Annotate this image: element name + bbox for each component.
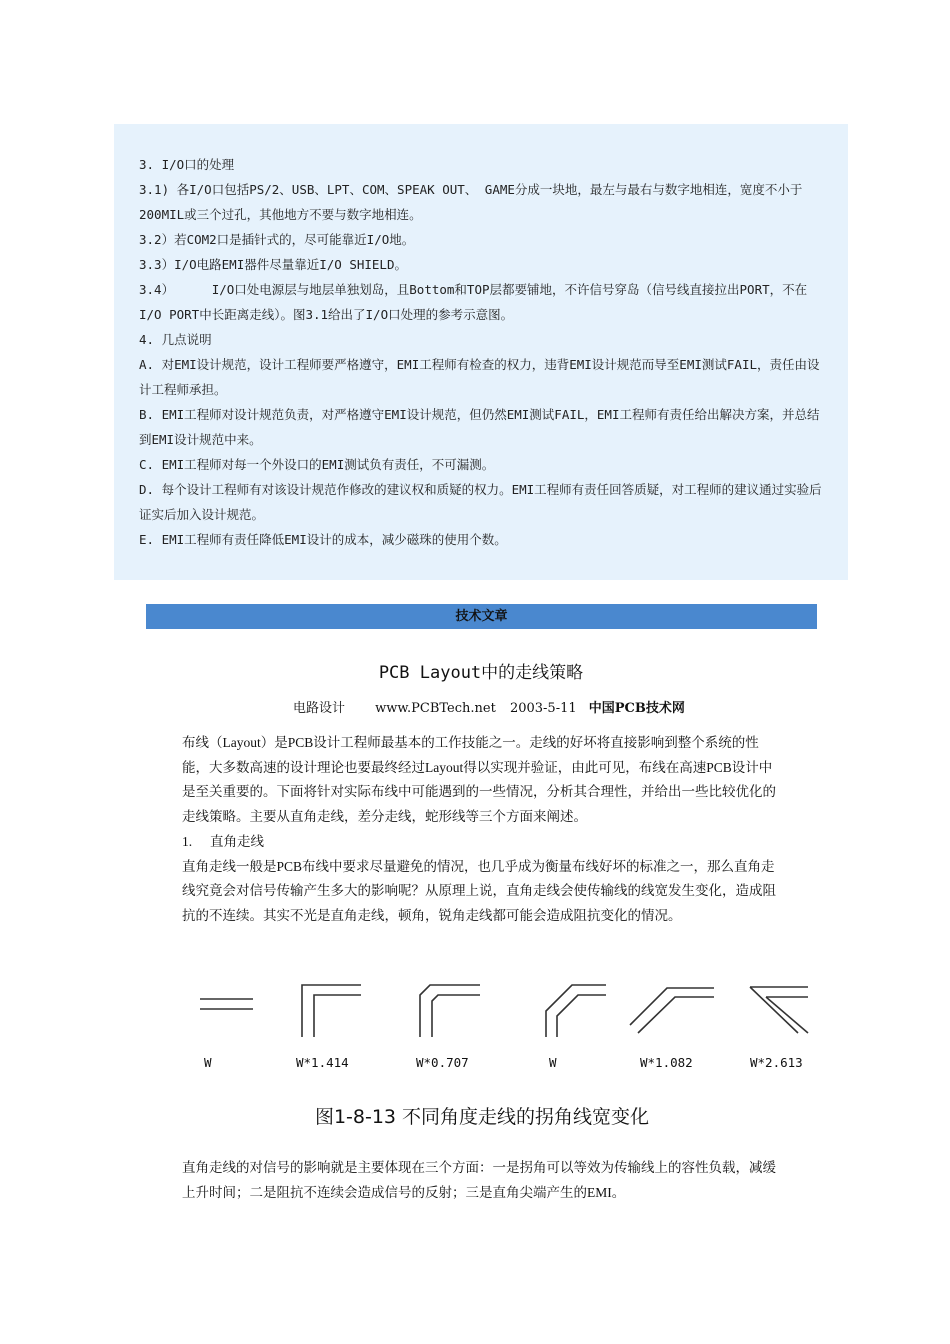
byline-url: www.PCBTech.net bbox=[375, 701, 496, 716]
chamfer-outer bbox=[420, 985, 480, 1037]
figure-label: W*0.707 bbox=[416, 1055, 469, 1070]
obtuse-outer bbox=[630, 988, 714, 1025]
bevel-outer bbox=[546, 985, 606, 1037]
section-paragraph: 直角走线一般是PCB布线中要求尽量避免的情况，也几乎成为衡量布线好坏的标准之一，那么直角走线究竟会对信号传输产生多大的影响呢？从原理上说，直角走线会使传输线的线宽发生变化，造成阻抗的不连续。其实不光是直角走线，顿角，锐角走线都可能会造成阻抗变化的情况。 bbox=[182, 858, 776, 923]
figure-caption: 图1-8-13 不同角度走线的拐角线宽变化 bbox=[314, 1106, 650, 1128]
acute-diag-outer bbox=[750, 987, 798, 1033]
box-line: 4. 几点说明 bbox=[139, 332, 212, 347]
obtuse-inner bbox=[638, 997, 714, 1033]
box-line: E. EMI工程师有责任降低EMI设计的成本，减少磁珠的使用个数。 bbox=[139, 532, 507, 547]
after-figure-paragraph: 直角走线的对信号的影响就是主要体现在三个方面：一是拐角可以等效为传输线上的容性负载，减缓上升时间；二是阻抗不连续会造成信号的反射；三是直角尖端产生的EMI。 bbox=[182, 1160, 776, 1200]
figure-label: W bbox=[549, 1055, 557, 1070]
box-text bbox=[139, 152, 823, 552]
box-line: A. 对EMI设计规范，设计工程师要严格遵守，EMI工程师有检查的权力，违背EMI设计规范而导至EMI测试FAIL，责任由设计工程师承担。 bbox=[139, 357, 820, 397]
section-heading bbox=[182, 830, 782, 855]
section-number: 1. bbox=[182, 833, 193, 849]
bevel-inner bbox=[557, 995, 606, 1037]
article-title: PCB Layout中的走线策略 bbox=[378, 663, 584, 683]
byline-source: 中国PCB技术网 bbox=[588, 701, 685, 716]
corner-diagram bbox=[182, 975, 822, 1085]
box-line: 3.4） I/O口处电源层与地层单独划岛，且Bottom和TOP层都要铺地，不许信号穿岛（信号线直接拉出PORT，不在I/O PORT中长距离走线）。图3.1给出了I/O口处理的参考示意图。 bbox=[139, 282, 808, 322]
acute-diag-inner bbox=[766, 997, 808, 1033]
box-line: 3.2）若COM2口是插针式的，尽可能靠近I/O地。 bbox=[139, 232, 415, 247]
section-banner: 技术文章 bbox=[146, 604, 817, 629]
figure-label: W*1.082 bbox=[640, 1055, 693, 1070]
box-line: 3.1) 各I/O口包括PS/2、USB、LPT、COM、SPEAK OUT、 GAME分成一块地，最左与最右与数字地相连，宽度不小于200MIL或三个过孔，其他地方不要与数字地相连。 bbox=[139, 182, 803, 222]
right-angle-inner bbox=[314, 995, 361, 1037]
box-line: C. EMI工程师对每一个外设口的EMI测试负有责任，不可漏测。 bbox=[139, 457, 495, 472]
byline bbox=[293, 697, 685, 716]
corner-width-figure bbox=[182, 975, 822, 1135]
figure-label: W*2.613 bbox=[750, 1055, 803, 1070]
intro-paragraph: 布线（Layout）是PCB设计工程师最基本的工作技能之一。走线的好坏将直接影响到整个系统的性能，大多数高速的设计理论也要最终经过Layout得以实现并验证，由此可见，布线在高速PCB设计中是至关重要的。下面将针对实际布线中可能遇到的一些情况，分析其合理性，并给出一些比较优化的走线策略。主要从直角走线，差分走线，蛇形线等三个方面来阐述。 bbox=[182, 735, 776, 825]
right-angle-outer bbox=[302, 985, 361, 1037]
box-line: 3.3）I/O电路EMI器件尽量靠近I/O SHIELD。 bbox=[139, 257, 407, 272]
byline-category: 电路设计 bbox=[293, 701, 346, 716]
chamfer-inner bbox=[432, 995, 480, 1037]
figure-label: W*1.414 bbox=[296, 1055, 349, 1070]
byline-date: 2003-5-11 bbox=[509, 701, 577, 716]
figure-label: W bbox=[204, 1055, 212, 1070]
article-continued bbox=[182, 1155, 782, 1205]
box-line: 3. I/O口的处理 bbox=[139, 157, 235, 172]
box-line: B. EMI工程师对设计规范负责，对严格遵守EMI设计规范，但仍然EMI测试FAIL，EMI工程师有责任给出解决方案，并总结到EMI设计规范中来。 bbox=[139, 407, 820, 447]
article-body bbox=[182, 731, 782, 929]
section-title: 直角走线 bbox=[210, 833, 264, 849]
box-line: D. 每个设计工程师有对该设计规范作修改的建议权和质疑的权力。EMI工程师有责任回答质疑，对工程师的建议通过实验后证实后加入设计规范。 bbox=[139, 482, 822, 522]
